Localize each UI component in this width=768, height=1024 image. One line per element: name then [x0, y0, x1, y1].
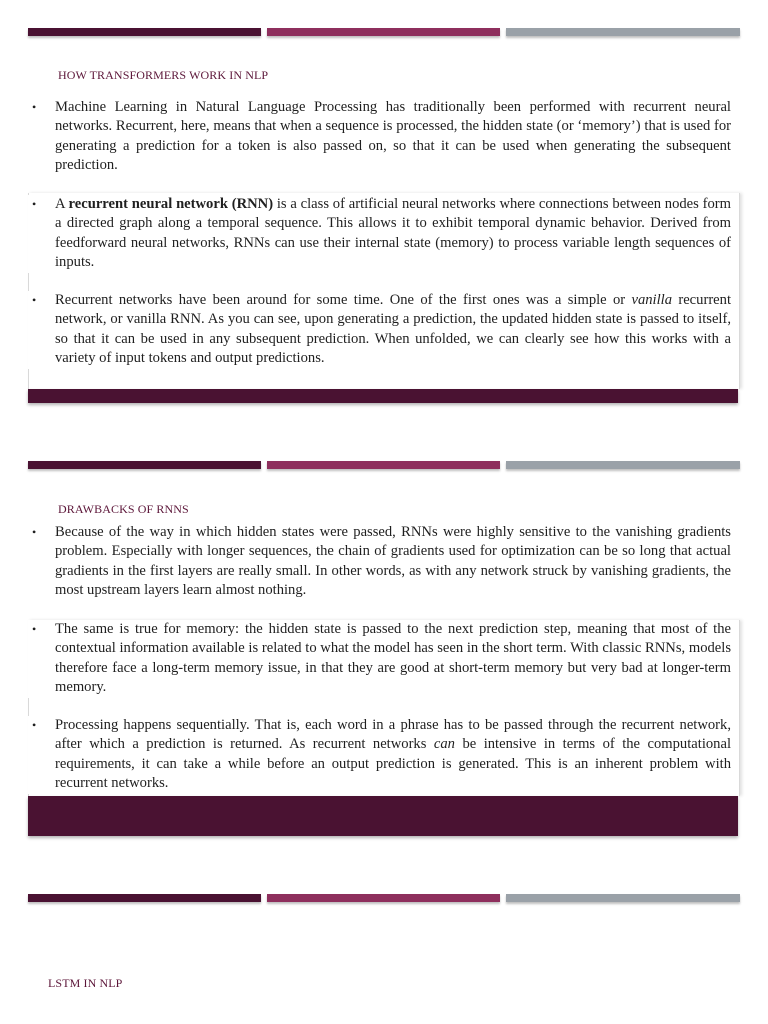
bullet-rest: is a class of artificial neural networks where connections between nodes form a directed graph along a temporal sequence. This allows it to exhibit temporal dynamic behavior. Derived from feedforward neural networks, RNNs can use their internal state (memory) to process variable length sequences of inputs.: [55, 196, 731, 271]
slide-2-bullet-3: [28, 716, 731, 794]
bullet-rest: be intensive in terms of the computational requirements, it can take a while before an output prediction is generated. This is an inherent problem with recurrent networks.: [55, 736, 732, 792]
slide-1-bullet-3: [28, 291, 731, 369]
bullet-text: [55, 291, 731, 369]
slide-2-bottom-bar: [28, 796, 738, 836]
bullet-text: Because of the way in which hidden states were passed, RNNs were highly sensitive to the vanishing gradients problem. Especially with longer sequences, the chain of gradients used for optimization can be so long that actual gradients in the first layers are really small. In other words, as with any network struck by vanishing gradients, the most upstream layers learn almost nothing.: [55, 524, 731, 599]
bullet-dot-icon: •: [32, 525, 37, 539]
stripe-magenta: [267, 461, 500, 469]
slide-2-bullet-1: [28, 523, 731, 601]
bullet-text: Machine Learning in Natural Language Processing has traditionally been performed with recurrent neural networks. Recurrent, here, means that when a sequence is processed, the hidden state (or ‘memory’) that is used for generating a prediction for a token is also passed on, so that it can be used when generating the subsequent prediction.: [55, 99, 731, 174]
bullet-prefix: A: [55, 196, 69, 212]
bullet-italic-term: can: [433, 736, 455, 753]
bullet-dot-icon: •: [32, 718, 37, 732]
bullet-dot-icon: •: [32, 197, 37, 211]
stripe-dark: [28, 894, 261, 902]
stripe-dark: [28, 461, 261, 469]
bullet-italic-term: vanilla: [631, 292, 673, 308]
slide-2-top-stripes: [28, 461, 740, 469]
bullet-text: The same is true for memory: the hidden state is passed to the next prediction step, meaning that most of the contextual information available is related to what the model has seen in the short term. With classic RNNs, models therefore face a long-term memory issue, in that they are good at short-term memory but very bad at longer-term memory.: [55, 621, 731, 696]
bullet-rest: recurrent network, or vanilla RNN. As you can see, upon generating a prediction, the updated hidden state is passed to itself, so that it can be used in any subsequent prediction. When unfolded, we can clearly see how this works with a variety of input tokens and output predictions.: [55, 292, 732, 367]
stripe-magenta: [267, 894, 500, 902]
bullet-text: [55, 195, 731, 273]
slide-2-title: DRAWBACKS OF RNNS: [58, 502, 189, 516]
slide-3-title: LSTM IN NLP: [48, 976, 123, 990]
slide-3-top-stripes: [28, 894, 740, 902]
slide-1-bullet-1: [28, 98, 731, 176]
slide-1-bullet-2: [28, 195, 731, 273]
bullet-dot-icon: •: [32, 622, 37, 636]
slide-1-bottom-bar: [28, 389, 738, 403]
slide-1-top-stripes: [28, 28, 740, 36]
bullet-text: [55, 716, 731, 794]
stripe-gray: [506, 28, 740, 36]
slide-2-bullet-2: [28, 620, 731, 698]
bullet-dot-icon: •: [32, 100, 37, 114]
slide-1-title: HOW TRANSFORMERS WORK IN NLP: [58, 68, 269, 82]
bullet-prefix: Recurrent networks have been around for some time. One of the first ones was a simple or: [55, 292, 632, 308]
bullet-bold-term: recurrent neural network (RNN): [68, 196, 274, 212]
stripe-gray: [506, 461, 740, 469]
stripe-magenta: [267, 28, 500, 36]
stripe-dark: [28, 28, 261, 36]
stripe-gray: [506, 894, 740, 902]
bullet-prefix: Processing happens sequentially. That is, each word in a phrase has to be passed through the recurrent network, after which a prediction is returned. As recurrent networks: [55, 717, 731, 753]
bullet-dot-icon: •: [32, 293, 37, 307]
